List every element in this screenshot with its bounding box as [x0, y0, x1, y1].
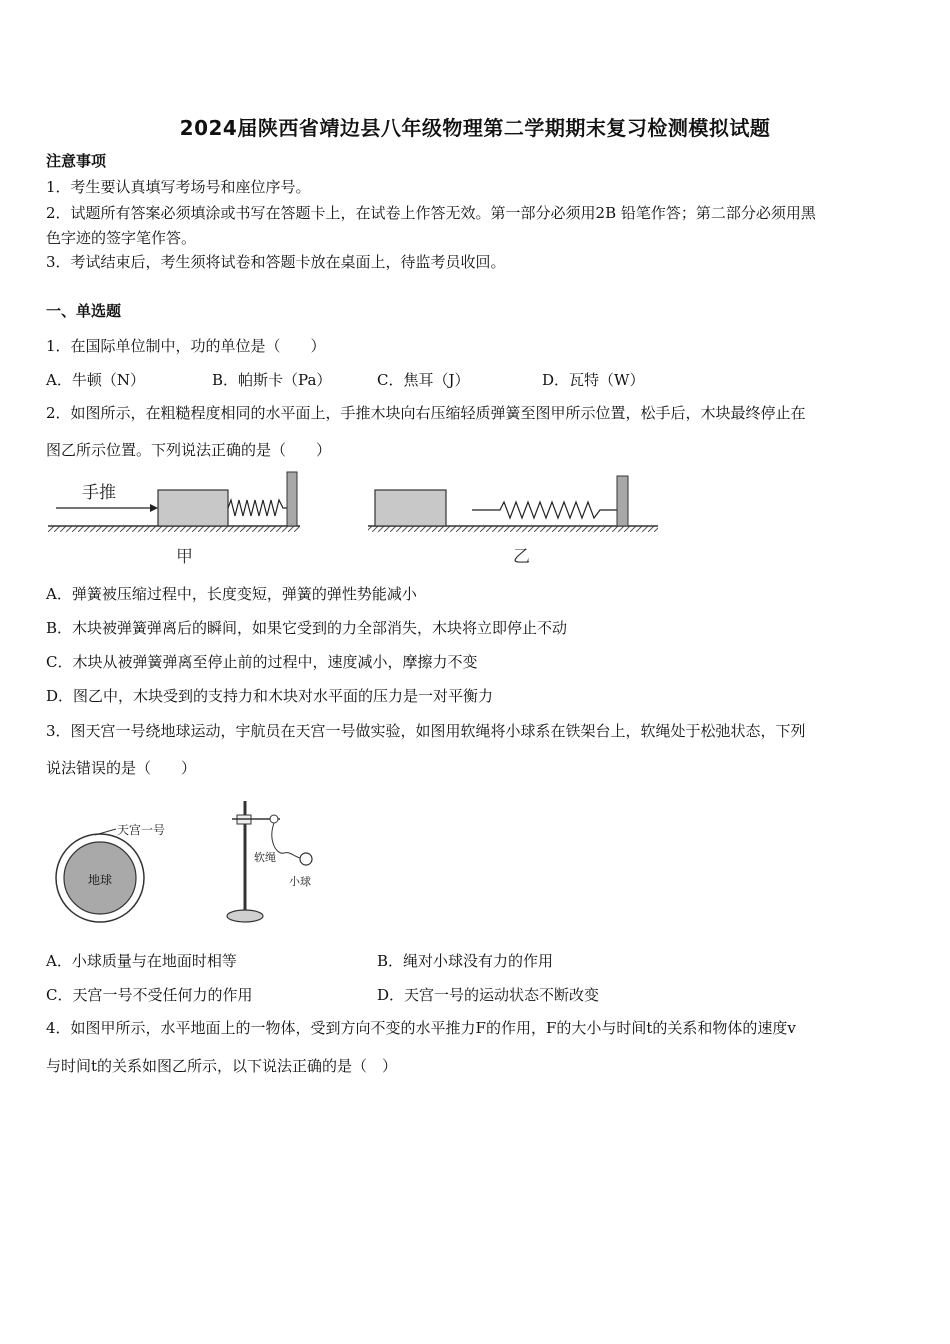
- stand-base: [227, 910, 263, 922]
- notice-item-2: 2．试题所有答案必须填涂或书写在答题卡上，在试卷上作答无效。第一部分必须用2B 铅笔作答；第二部分必须用黑: [46, 204, 816, 222]
- orbit-figure: [56, 823, 165, 922]
- figure-label-yi: 乙: [513, 547, 530, 567]
- section-heading: 一、单选题: [46, 302, 122, 320]
- notice-heading: 注意事项: [46, 152, 107, 170]
- q2-option-c: C．木块从被弹簧弹离至停止前的过程中，速度减小，摩擦力不变: [46, 653, 478, 671]
- notice-item-1: 1．考生要认真填写考场号和座位序号。: [46, 178, 311, 196]
- iron-stand-figure: [227, 801, 312, 922]
- q3-option-b: B．绳对小球没有力的作用: [377, 952, 554, 970]
- q3-stem-line2: 说法错误的是（ ）: [46, 759, 197, 777]
- q4-stem-line1: 4．如图甲所示，水平地面上的一物体，受到方向不变的水平推力F的作用，F的大小与时间t的关系和物体的速度v: [46, 1019, 796, 1037]
- rope-label: 软绳: [254, 851, 276, 864]
- q1-option-a: A．牛顿（N）: [46, 371, 145, 389]
- q2-option-a: A．弹簧被压缩过程中，长度变短，弹簧的弹性势能减小: [46, 585, 417, 603]
- small-ball: [300, 853, 312, 865]
- push-label: 手推: [82, 483, 116, 503]
- q2-option-d: D．图乙中，木块受到的支持力和木块对水平面的压力是一对平衡力: [46, 687, 494, 705]
- page-title: 2024届陕西省靖边县八年级物理第二学期期末复习检测模拟试题: [179, 116, 771, 140]
- wood-block: [375, 490, 446, 526]
- q3-option-c: C．天宫一号不受任何力的作用: [46, 986, 253, 1004]
- spring-relaxed: [472, 502, 617, 518]
- wood-block: [158, 490, 228, 526]
- q3-figure: [0, 795, 360, 930]
- earth-label: 地球: [88, 873, 113, 887]
- soft-rope: [272, 823, 302, 858]
- notice-item-3: 3．考试结束后，考生须将试卷和答题卡放在桌面上，待监考员收回。: [46, 253, 506, 271]
- notice-item-2-cont: 色字迹的签字笔作答。: [46, 229, 197, 247]
- ground-hatch: [368, 526, 658, 532]
- q3-stem-line1: 3．图天宫一号绕地球运动，宇航员在天宫一号做实验，如图用软绳将小球系在铁架台上，软绳处于松弛状态，下列: [46, 722, 806, 740]
- q3-option-a: A．小球质量与在地面时相等: [46, 952, 237, 970]
- wall: [287, 472, 297, 526]
- q4-stem-line2: 与时间t的关系如图乙所示，以下说法正确的是（ ）: [46, 1057, 398, 1075]
- wall: [617, 476, 628, 526]
- q1-option-b: B．帕斯卡（Pa）: [212, 371, 332, 389]
- hook: [270, 815, 278, 823]
- figure-label-jia: 甲: [176, 547, 193, 567]
- station-label: 天宫一号: [117, 823, 166, 837]
- figure-jia: [48, 472, 300, 567]
- q1-option-c: C．焦耳（J）: [377, 371, 470, 389]
- q2-option-b: B．木块被弹簧弹离后的瞬间，如果它受到的力全部消失，木块将立即停止不动: [46, 619, 568, 637]
- figure-yi: [368, 476, 658, 567]
- spring-compressed: [228, 500, 287, 516]
- q2-stem-line1: 2．如图所示，在粗糙程度相同的水平面上，手推木块向右压缩轻质弹簧至图甲所示位置，松手后，木块最终停止在: [46, 404, 806, 422]
- q2-stem-line2: 图乙所示位置。下列说法正确的是（ ）: [46, 441, 332, 459]
- ground-hatch: [48, 526, 300, 532]
- q1-option-d: D．瓦特（W）: [542, 371, 645, 389]
- q3-option-d: D．天宫一号的运动状态不断改变: [377, 986, 600, 1004]
- q2-figure: [0, 460, 700, 575]
- q1-stem: 1．在国际单位制中，功的单位是（ ）: [46, 337, 326, 355]
- ball-label: 小球: [289, 875, 311, 888]
- arrow-head-icon: [150, 504, 158, 512]
